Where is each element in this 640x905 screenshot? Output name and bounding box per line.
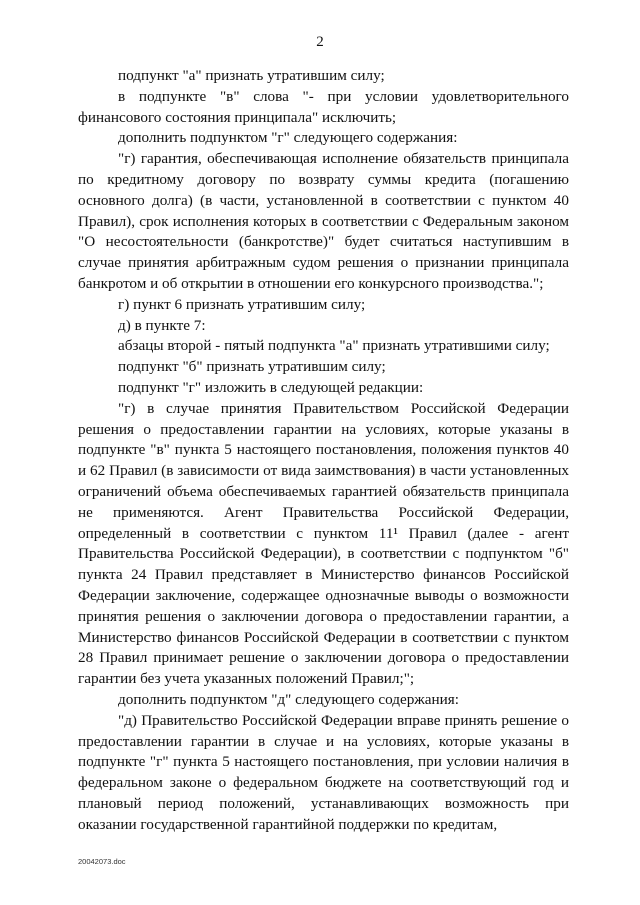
paragraph: "г) гарантия, обеспечивающая исполнение обязательств принципала по кредитному договору по возврату суммы кредита (погашению основного долга) (в части, установленной в соответствии с пунктом 40 Правил), срок исполнения которых в соответствии с Федеральным законом "О несостоятельности (банкротстве)" будет считаться наступившим в случае принятия арбитражным судом решения о признании принципала банкротом и об открытии в отношении его конкурсного производства."; [78, 150, 569, 292]
page-number: 2 [316, 34, 324, 50]
paragraph: "д) Правительство Российской Федерации вправе принять решение о предоставлении гарантии в случае и на условиях, которые указаны в подпункте "г" пункта 5 настоящего постановления, при условии наличия в федеральном законе о федеральном бюджете на соответствующий год и плановый период положений, устанавливающих возможность при оказании государственной гарантийной поддержки по кредитам, [78, 711, 569, 833]
paragraph: подпункт "а" признать утратившим силу; [118, 67, 385, 84]
paragraph: абзацы второй - пятый подпункта "а" признать утратившими силу; [118, 337, 550, 355]
paragraph: д) в пункте 7: [118, 316, 206, 334]
document-file-reference: 20042073.doc [78, 857, 126, 866]
paragraph: г) пункт 6 признать утратившим силу; [118, 295, 366, 313]
paragraph: дополнить подпунктом "г" следующего содержания: [118, 129, 458, 147]
paragraph: в подпункте "в" слова "- при условии удовлетворительного финансового состояния принципала" исключить; [78, 87, 569, 126]
paragraph: дополнить подпунктом "д" следующего содержания: [118, 690, 460, 708]
paragraph: "г) в случае принятия Правительством Российской Федерации решения о предоставлении гарантии на условиях, которые указаны в подпункте "в" пункта 5 настоящего постановления, положения пунктов 40 и 62 Правил (в зависимости от вида заимствования) в части установленных ограничений объема обеспечиваемых гарантией обязательств принципала не применяются. Агент Правительства Российской Федерации, определенный в соответствии с пунктом 11¹ Правил (далее - агент Правительства Российской Федерации), в соответствии с подпунктом "б" пункта 24 Правил представляет в Министерство финансов Российской Федерации заключение, содержащее однозначные выводы о возможности принятия решения о заключении договора о предоставлении гарантии, а Министерство финансов Российской Федерации в соответствии с пунктом 28 Правил принимает решение о заключении договора о предоставлении гарантии без учета указанных положений Правил;"; [78, 399, 569, 688]
document-body [78, 66, 569, 835]
paragraph: подпункт "б" признать утратившим силу; [118, 358, 386, 376]
paragraph: подпункт "г" изложить в следующей редакции: [118, 378, 424, 396]
